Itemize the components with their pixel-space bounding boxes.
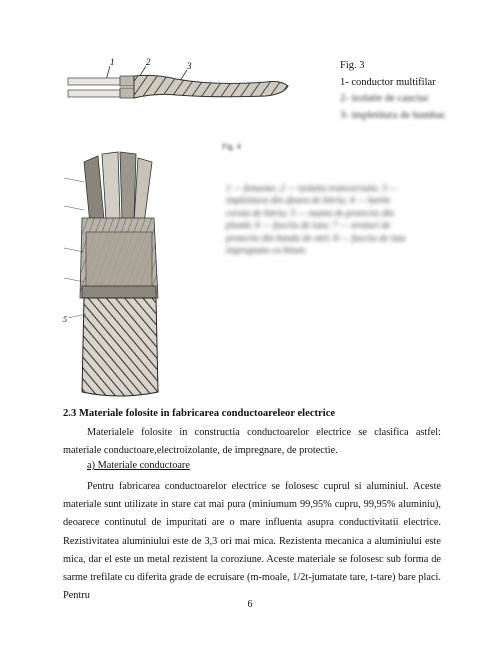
figure3-caption xyxy=(340,58,446,124)
figure3-label-1: 1 xyxy=(110,57,115,67)
subsection-heading: a) Materiale conductoare xyxy=(87,460,190,471)
page-number: 6 xyxy=(247,599,253,610)
figure3-item-3: 3- impletitura de bumbac xyxy=(340,109,446,121)
figure3-label-2: 2 xyxy=(146,57,151,67)
figure3-item-1: 1- conductor multifilar xyxy=(340,76,436,88)
figure4-label-5: 5 xyxy=(63,315,67,324)
figure4-legend: 1 — fonuone; 2 — izolatia transversala; 3 — impletitura din sfoara de bitriu; 4 — hartie cerata de bitriu; 5 — manta de protectie din plumb; 6 — fasciia de iuta; 7 — straturi de protectie din banda de otel; 8 — fasciia de iuta impregnata cu bitum. xyxy=(226,184,406,257)
intro-paragraph: Materialele folosite in constructia conductoarelor electrice se clasifica astfel: materiale conductoare,electroizolante, de impregnare, de protectie. xyxy=(63,427,441,457)
figure4-cable-illustration xyxy=(62,148,177,398)
figure3-title: Fig. 3 xyxy=(340,60,365,71)
figure4-title: Fig. 4 xyxy=(222,142,241,151)
body-paragraph: Pentru fabricarea conductoarelor electrice se folosesc cuprul si aluminiul. Aceste materiale sunt utilizate in stare cat mai pura (miniumum 99,95% cupru, 99,95% aluminiu), deoarece continutul de impuritati are o mare influenta asupra conductivitatii electrice. Rezistivitatea aluminiului este de 3,3 ori mai mica. Rezistenta mecanica a aluminiului este mica, dar el este un metal rezistent la coroziune. Aceste materiale se folosesc sub forma de sarme trefilate cu diferita grade de ecruisare (m-moale, 1/2t-jumatate tare, t-tare) bare placi. Pentru xyxy=(63,481,441,602)
figure3-item-2: 2- izolatie de cauciuc xyxy=(340,93,430,104)
figure3-label-3: 3 xyxy=(187,61,192,71)
section-heading: 2.3 Materiale folosite in fabricarea conductoareleor electrice xyxy=(63,408,336,419)
figure3-cable-illustration xyxy=(66,52,292,108)
